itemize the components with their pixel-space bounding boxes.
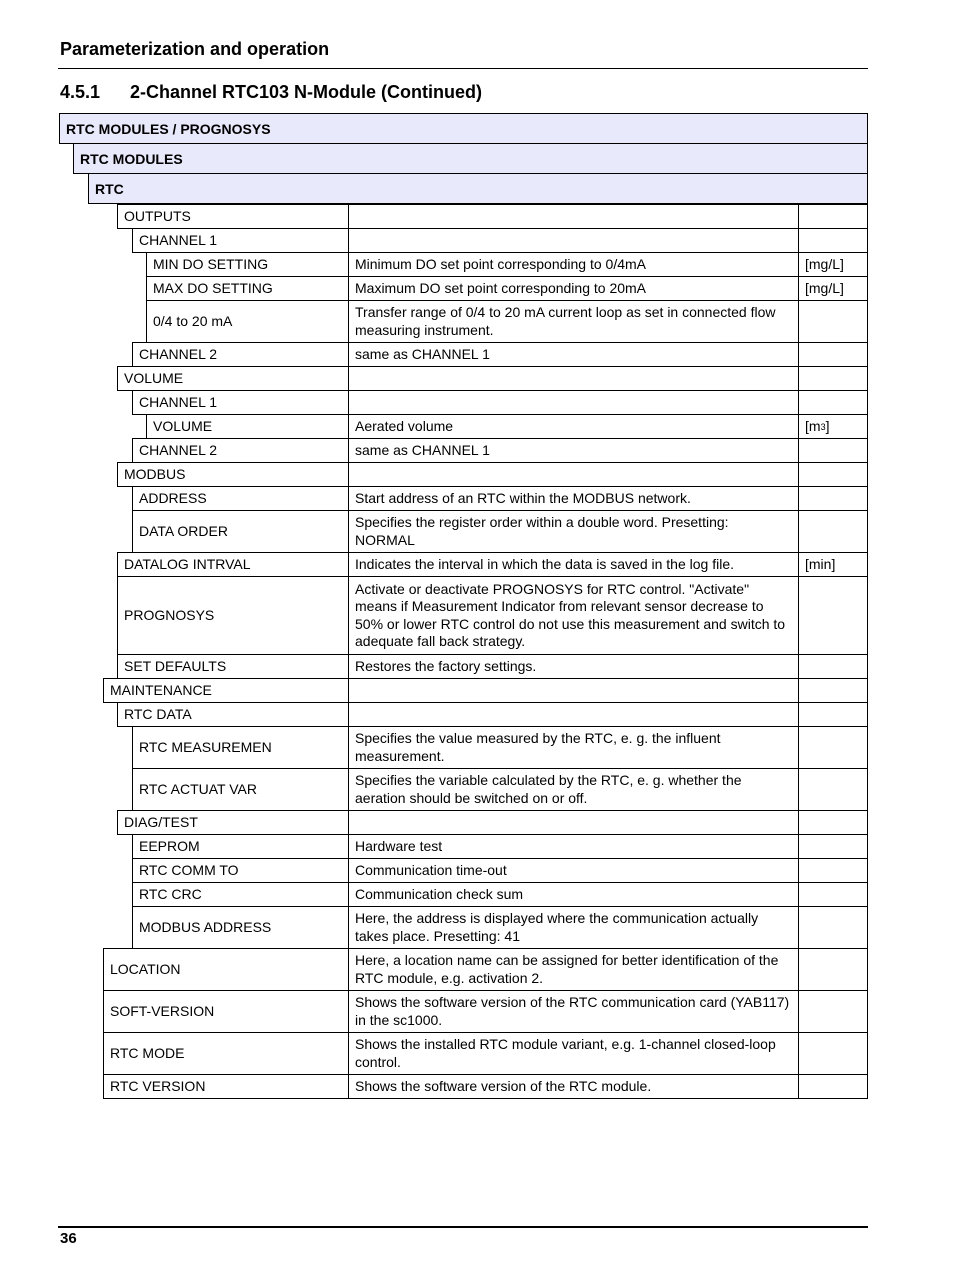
param-name-cell: OUTPUTS: [117, 204, 349, 229]
param-unit-cell: [798, 858, 868, 883]
param-description-cell: [348, 390, 799, 415]
param-description-cell: Here, a location name can be assigned for better identification of the RTC module, e.g. activation 2.: [348, 948, 799, 991]
param-description-cell: [348, 810, 799, 835]
table-header-level-1: RTC MODULES / PROGNOSYS: [59, 113, 868, 144]
param-description-cell: Specifies the value measured by the RTC, e. g. the influent measurement.: [348, 726, 799, 769]
param-description-cell: Maximum DO set point corresponding to 20mA: [348, 276, 799, 301]
param-name-cell: EEPROM: [132, 834, 349, 859]
section-title: Parameterization and operation: [60, 39, 330, 59]
param-unit-cell: [798, 678, 868, 703]
param-name-cell: DATALOG INTRVAL: [117, 552, 349, 577]
page-number: 36: [60, 1230, 77, 1247]
param-unit-cell: [798, 462, 868, 487]
param-name-cell: DIAG/TEST: [117, 810, 349, 835]
param-unit-cell: [mg/L]: [798, 276, 868, 301]
param-name-cell: DATA ORDER: [132, 510, 349, 553]
param-name-cell: MAX DO SETTING: [146, 276, 349, 301]
table-header-level-2: RTC MODULES: [73, 143, 868, 174]
param-unit-cell: [798, 654, 868, 679]
param-description-cell: Communication check sum: [348, 882, 799, 907]
param-unit-cell: [798, 990, 868, 1033]
param-description-cell: [348, 462, 799, 487]
param-unit-cell: [798, 390, 868, 415]
param-name-cell: PROGNOSYS: [117, 576, 349, 655]
param-unit-cell: [798, 768, 868, 811]
param-name-cell: CHANNEL 2: [132, 438, 349, 463]
param-unit-cell: [mg/L]: [798, 252, 868, 277]
param-unit-cell: [798, 438, 868, 463]
param-description-cell: Specifies the variable calculated by the RTC, e. g. whether the aeration should be switched on or off.: [348, 768, 799, 811]
param-unit-cell: [798, 576, 868, 655]
param-unit-cell: [798, 228, 868, 253]
param-description-cell: Start address of an RTC within the MODBUS network.: [348, 486, 799, 511]
param-unit-cell: [m 3 ]: [798, 414, 868, 439]
param-unit-cell: [798, 204, 868, 229]
param-description-cell: Minimum DO set point corresponding to 0/4mA: [348, 252, 799, 277]
param-unit-cell: [798, 702, 868, 727]
table-header-level-3: RTC: [88, 173, 868, 204]
param-description-cell: same as CHANNEL 1: [348, 342, 799, 367]
param-description-cell: [348, 678, 799, 703]
param-name-cell: RTC DATA: [117, 702, 349, 727]
param-unit-cell: [min]: [798, 552, 868, 577]
param-description-cell: Aerated volume: [348, 414, 799, 439]
subsection-title: 2-Channel RTC103 N-Module (Continued): [130, 82, 482, 102]
param-description-cell: Shows the software version of the RTC module.: [348, 1074, 799, 1099]
param-description-cell: Shows the software version of the RTC communication card (YAB117) in the sc1000.: [348, 990, 799, 1033]
unit-text: [m: [805, 417, 821, 434]
param-description-cell: [348, 702, 799, 727]
param-name-cell: VOLUME: [117, 366, 349, 391]
param-unit-cell: [798, 1032, 868, 1075]
param-unit-cell: [798, 810, 868, 835]
param-unit-cell: [798, 906, 868, 949]
param-unit-cell: [798, 486, 868, 511]
subsection-number: 4.5.1: [60, 82, 101, 102]
param-unit-cell: [798, 726, 868, 769]
param-name-cell: RTC ACTUAT VAR: [132, 768, 349, 811]
param-name-cell: MODBUS: [117, 462, 349, 487]
param-description-cell: same as CHANNEL 1: [348, 438, 799, 463]
param-description-cell: Specifies the register order within a double word. Presetting: NORMAL: [348, 510, 799, 553]
param-description-cell: Restores the factory settings.: [348, 654, 799, 679]
param-description-cell: Hardware test: [348, 834, 799, 859]
param-name-cell: RTC MODE: [103, 1032, 349, 1075]
param-description-cell: [348, 204, 799, 229]
param-description-cell: Transfer range of 0/4 to 20 mA current loop as set in connected flow measuring instrument.: [348, 300, 799, 343]
param-name-cell: MIN DO SETTING: [146, 252, 349, 277]
param-description-cell: Communication time-out: [348, 858, 799, 883]
param-name-cell: 0/4 to 20 mA: [146, 300, 349, 343]
param-unit-cell: [798, 342, 868, 367]
param-unit-cell: [798, 834, 868, 859]
param-description-cell: Indicates the interval in which the data is saved in the log file.: [348, 552, 799, 577]
param-name-cell: VOLUME: [146, 414, 349, 439]
param-name-cell: RTC COMM TO: [132, 858, 349, 883]
param-name-cell: CHANNEL 2: [132, 342, 349, 367]
param-description-cell: [348, 366, 799, 391]
param-name-cell: CHANNEL 1: [132, 390, 349, 415]
param-name-cell: MODBUS ADDRESS: [132, 906, 349, 949]
param-unit-cell: [798, 882, 868, 907]
unit-text-end: ]: [825, 417, 830, 434]
param-description-cell: [348, 228, 799, 253]
param-name-cell: LOCATION: [103, 948, 349, 991]
param-name-cell: CHANNEL 1: [132, 228, 349, 253]
param-unit-cell: [798, 300, 868, 343]
param-name-cell: RTC CRC: [132, 882, 349, 907]
param-unit-cell: [798, 1074, 868, 1099]
param-name-cell: RTC VERSION: [103, 1074, 349, 1099]
param-unit-cell: [798, 510, 868, 553]
param-description-cell: Activate or deactivate PROGNOSYS for RTC control. "Activate" means if Measurement Indicator from relevant sensor decrease to 50% or lower RTC control do not use this measurement and switch to adequate fall back strategy.: [348, 576, 799, 655]
param-name-cell: ADDRESS: [132, 486, 349, 511]
param-name-cell: RTC MEASUREMEN: [132, 726, 349, 769]
param-name-cell: MAINTENANCE: [103, 678, 349, 703]
param-description-cell: Here, the address is displayed where the communication actually takes place. Presetting: 41: [348, 906, 799, 949]
footer-divider: [58, 1226, 868, 1228]
param-description-cell: Shows the installed RTC module variant, e.g. 1-channel closed-loop control.: [348, 1032, 799, 1075]
param-name-cell: SOFT-VERSION: [103, 990, 349, 1033]
param-name-cell: SET DEFAULTS: [117, 654, 349, 679]
param-unit-cell: [798, 366, 868, 391]
param-unit-cell: [798, 948, 868, 991]
